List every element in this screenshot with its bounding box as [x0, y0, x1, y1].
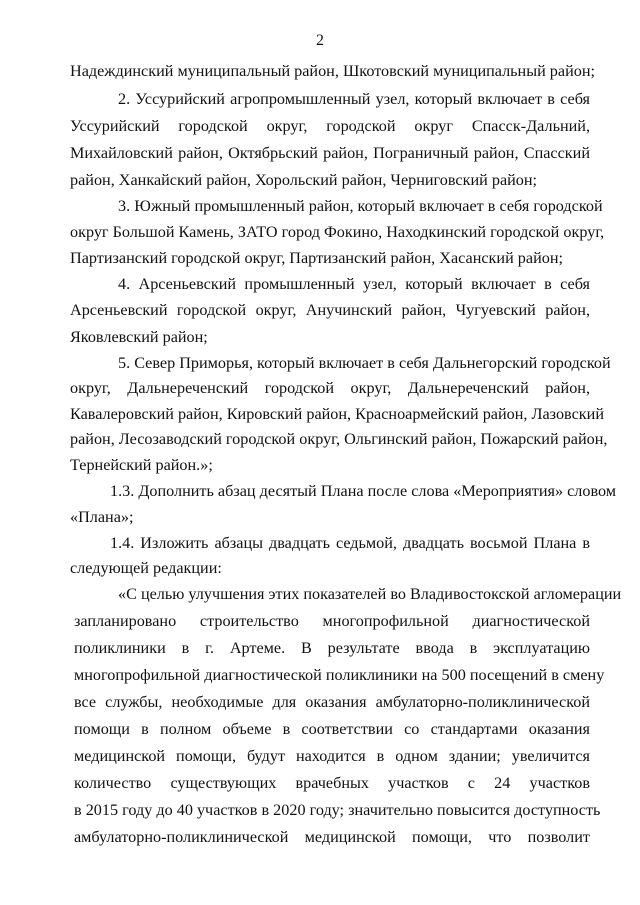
text-line: 2. Уссурийский агропромышленный узел, который включает в себя	[118, 90, 590, 108]
text-line: Надеждинский муниципальный район, Шкотовский муниципальный район;	[70, 62, 596, 80]
text-line: округ, Дальнереченский городской округ, Дальнереченский район,	[70, 379, 590, 397]
text-line: помощи в полном объеме в соответствии со стандартами оказания	[74, 720, 590, 738]
text-line: «С целью улучшения этих показателей во Владивостокской агломерации	[118, 585, 622, 603]
text-line: все службы, необходимые для оказания амбулаторно-поликлинической	[74, 693, 590, 711]
text-line: поликлиники в г. Артеме. В результате ввода в эксплуатацию	[74, 639, 590, 657]
text-line: округ Большой Камень, ЗАТО город Фокино, Находкинский городской округ,	[70, 223, 605, 241]
text-line: запланировано строительство многопрофильной диагностической	[74, 612, 590, 630]
text-line: район, Лесозаводский городской округ, Ольгинский район, Пожарский район,	[70, 430, 608, 448]
text-line: Партизанский городской округ, Партизанский район, Хасанский район;	[70, 249, 563, 267]
text-line: 1.3. Дополнить абзац десятый Плана после слова «Мероприятия» словом	[110, 482, 617, 500]
text-line: в 2015 году до 40 участков в 2020 году; значительно повысится доступность	[74, 801, 601, 819]
text-line: следующей редакции:	[70, 559, 222, 577]
page-number: 2	[316, 32, 324, 49]
text-line: «Плана»;	[70, 508, 134, 526]
text-line: район, Ханкайский район, Хорольский район, Черниговский район;	[70, 171, 538, 189]
text-line: количество существующих врачебных участков с 24 участков	[74, 774, 590, 792]
text-line: 3. Южный промышленный район, который включает в себя городской	[118, 197, 603, 215]
text-line: Яковлевский район;	[70, 328, 208, 346]
text-line: Михайловский район, Октябрьский район, Пограничный район, Спасский	[70, 144, 590, 162]
text-line: Арсеньевский городской округ, Анучинский район, Чугуевский район,	[70, 301, 590, 319]
text-line: Уссурийский городской округ, городской округ Спасск-Дальний,	[70, 117, 590, 135]
text-line: 5. Север Приморья, который включает в себя Дальнегорский городской	[118, 354, 611, 372]
text-line: 4. Арсеньевский промышленный узел, который включает в себя	[118, 275, 590, 293]
text-line: Кавалеровский район, Кировский район, Красноармейский район, Лазовский	[70, 405, 604, 423]
text-line: медицинской помощи, будут находится в одном здании; увеличится	[74, 747, 590, 765]
text-line: Тернейский район.»;	[70, 456, 213, 474]
text-line: амбулаторно-поликлинической медицинской помощи, что позволит	[74, 828, 590, 846]
text-line: 1.4. Изложить абзацы двадцать седьмой, двадцать восьмой Плана в	[110, 534, 590, 552]
text-line: многопрофильной диагностической поликлиники на 500 посещений в смену	[74, 666, 605, 684]
